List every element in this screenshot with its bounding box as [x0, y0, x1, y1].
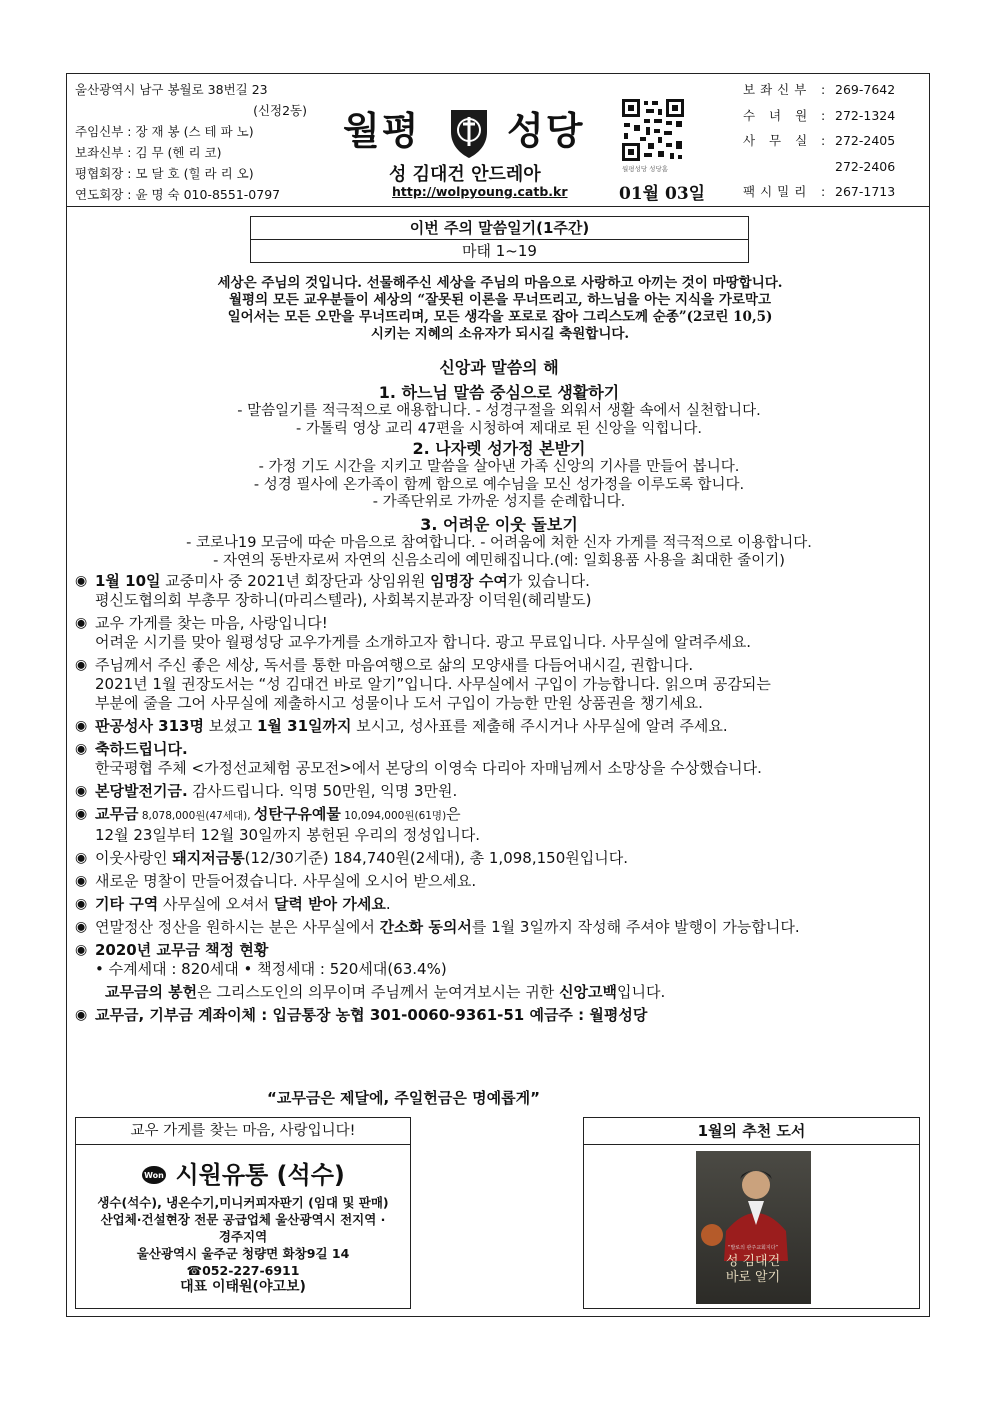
federation-line: 연도회장 : 윤 명 숙 010-8551-0797 — [75, 187, 281, 202]
assistant-line: 보좌신부 : 김 무 (헨 리 코) — [75, 145, 222, 160]
shop-details: 생수(석수), 냉온수기,미니커피자판기 (임대 및 판매) 산업체·건설현장 전문 공급업체 울산광역시 전지역 · 경주지역 울산광역시 울주군 청량면 화창9길 14 ☎052-227-6911 대표 이태원(야고보) — [76, 1194, 410, 1296]
shop-logo-icon — [141, 1165, 167, 1185]
notice-item: ◉ 1월 10일 교중미사 중 2021년 회장단과 상임위원 임명장 수여가 있습니다. 평신도협의회 부총무 장하니(마리스텔라), 사회복지분과장 이덕원(헤리발도) — [75, 572, 592, 609]
bullet-icon: ◉ — [75, 573, 88, 589]
qr-code-icon[interactable] — [620, 97, 686, 163]
shop-name — [76, 1155, 410, 1190]
title-right: 성당 — [507, 108, 585, 153]
notice-item: ◉ 이웃사랑인 돼지저금통(12/30기준) 184,740원(2세대), 총 1,098,150원입니다. — [75, 849, 628, 867]
bullet-icon: ◉ — [75, 657, 88, 673]
issue-date: 01월 03일 — [619, 184, 706, 204]
goal-line: - 가족단위로 가까운 성지를 순례합니다. — [372, 494, 626, 510]
shop-representative: 대표 이태원(야고보) — [180, 1279, 306, 1295]
goal-line: - 코로나19 모금에 따순 마음으로 참여합니다. - 어려움에 처한 신자 가게를 적극적으로 이용합니다. — [186, 535, 812, 551]
contact-row: 팩시밀리 : 267-1713 — [743, 184, 896, 199]
year-theme: 신앙과 말씀의 해 — [439, 358, 559, 377]
bullet-icon: ◉ — [75, 806, 88, 822]
intro-line: 세상은 주님의 것입니다. 선물해주신 세상을 주님의 마음으로 사랑하고 아끼는 것이 마땅합니다. — [217, 275, 783, 291]
contact-row: 272-2406 — [835, 158, 896, 174]
website-link[interactable]: http://wolpyoung.catb.kr — [392, 184, 568, 199]
svg-text:성 김대건: 성 김대건 — [725, 1254, 781, 1269]
bullet-icon: ◉ — [75, 783, 88, 799]
bullet-icon: ◉ — [75, 873, 88, 889]
notice-item: ◉ 판공성사 313명 보셨고 1월 31일까지 보시고, 성사표를 제출해 주시거나 사무실에 알려 주세요. — [75, 717, 728, 735]
shop-ad-box — [75, 1117, 411, 1309]
book-recommend-box — [583, 1117, 920, 1309]
notice-item: ◉ 연말정산 정산을 원하시는 분은 사무실에서 간소화 동의서를 1월 3일까지 작성해 주셔야 발행이 가능합니다. — [75, 918, 800, 936]
bullet-icon: ◉ — [75, 896, 88, 912]
svg-text:“발로의 관주교회지다”: “발로의 관주교회지다” — [727, 1245, 779, 1251]
goal-heading: 2. 나자렛 성가정 본받기 — [412, 439, 586, 458]
weekly-scripture-title: 이번 주의 말씀일기(1주간) — [251, 217, 748, 240]
notice-item: ◉ 교우 가게를 찾는 마음, 사랑입니다! 어려운 시기를 맞아 월평성당 교우가게를 소개하고자 합니다. 광고 무료입니다. 사무실에 알려주세요. — [75, 614, 752, 651]
address-line: 울산광역시 남구 봉월로 38번길 23 — [75, 82, 268, 97]
book-recommend-header: 1월의 추천 도서 — [584, 1118, 919, 1145]
notice-item: ◉ 본당발전기금. 감사드립니다. 익명 50만원, 익명 3만원. — [75, 782, 458, 800]
title-left: 월평 — [343, 108, 421, 153]
council-line: 평협회장 : 모 달 호 (힐 라 리 오) — [75, 166, 254, 181]
goal-3 — [67, 512, 931, 570]
bullet-icon: ◉ — [75, 615, 88, 631]
pastor-line: 주임신부 : 장 재 봉 (스 테 파 노) — [75, 124, 254, 139]
goal-line: - 말씀일기를 적극적으로 애용합니다. - 성경구절을 외워서 생활 속에서 실천합니다. — [237, 403, 761, 419]
bullet-icon: ◉ — [75, 741, 88, 757]
intro-line: 시키는 지혜의 소유자가 되시길 축원합니다. — [370, 326, 630, 342]
address-line-2: (신정2동) — [253, 103, 307, 118]
intro-message — [107, 275, 893, 343]
bullet-icon: ◉ — [75, 718, 88, 734]
goal-line: - 성경 필사에 온가족이 함께 함으로 예수님을 모신 성가정을 이루도록 합니다. — [253, 476, 745, 493]
goal-1 — [67, 380, 931, 438]
weekly-scripture-box — [250, 216, 749, 263]
goal-heading: 1. 하느님 말씀 중심으로 생활하기 — [378, 383, 620, 402]
notice-item: ◉ 축하드립니다. 한국평협 주체 <가정선교체험 공모전>에서 본당의 이영숙 다리아 자매님께서 소망상을 수상했습니다. — [75, 740, 762, 777]
church-title — [343, 94, 659, 164]
bullet-icon: ◉ — [75, 942, 88, 958]
contact-row: 보좌신부 : 269-7642 — [743, 82, 896, 97]
goal-line: - 자연의 동반자로써 자연의 신음소리에 예민해집니다.(예: 일회용품 사용을 최대한 줄이기) — [213, 552, 785, 569]
goal-2 — [67, 436, 931, 512]
parish-info — [75, 79, 307, 205]
qr-caption: 월평성당 성당홈 — [622, 165, 669, 173]
contact-row: 수 녀 원 : 272-1324 — [743, 107, 896, 123]
contact-list — [743, 77, 895, 205]
church-emblem-icon — [439, 102, 499, 162]
intro-line: 일어서는 모든 오만을 무너뜨리며, 모든 생각을 포로로 잡아 그리스도께 순종”(2코린 10,5) — [227, 309, 773, 325]
bullet-icon: ◉ — [75, 919, 88, 935]
weekly-scripture-passage: 마태 1~19 — [462, 242, 537, 260]
intro-line: 월평의 모든 교우분들이 세상의 “잘못된 이론을 무너뜨리고, 하느님을 아는 지식을 가로막고 — [229, 292, 771, 308]
notice-item: ◉ 2020년 교무금 책정 현황 • 수계세대 : 820세대 • 책정세대 : 520세대(63.4%) 교무금의 봉헌은 그리스도인의 의무이며 주님께서 눈여겨보시는 귀한 신앙고백입니다. — [75, 941, 666, 1001]
shop-name-text: 시원유통 (석수) — [175, 1161, 345, 1189]
notice-item: ◉ 기타 구역 사무실에 오셔서 달력 받아 가세요. — [75, 895, 391, 913]
notice-item: ◉ 새로운 명찰이 만들어졌습니다. 사무실에 오시어 받으세요. — [75, 872, 477, 890]
book-cover-image — [696, 1151, 811, 1304]
goal-line: - 가톨릭 영상 교리 47편을 시청하여 제대로 된 신앙을 익힙니다. — [296, 420, 702, 437]
svg-text:바로 알기: 바로 알기 — [725, 1270, 781, 1285]
goal-heading: 3. 어려운 이웃 돌보기 — [420, 515, 578, 534]
bulletin-frame — [66, 73, 930, 1317]
notice-item: ◉ 교무금, 기부금 계좌이체 : 입금통장 농협 301-0060-9361-51 예금주 : 월평성당 — [75, 1006, 648, 1024]
contact-row: 사 무 실 : 272-2405 — [743, 133, 896, 148]
svg-text:Won: Won — [144, 1171, 164, 1180]
patron-saint: 성 김대건 안드레아 — [389, 164, 541, 185]
bullet-icon: ◉ — [75, 1007, 88, 1023]
bulletin-header — [67, 74, 929, 207]
notice-list — [75, 572, 925, 1029]
bullet-icon: ◉ — [75, 850, 88, 866]
goal-line: - 가정 기도 시간을 지키고 말씀을 살아낸 가족 신앙의 기사를 만들어 봅니다. — [258, 459, 740, 475]
slogan: “교무금은 제달에, 주일헌금은 명예롭게” — [267, 1089, 540, 1107]
notice-item: ◉ 교무금 8,078,000원(47세대), 성탄구유예물 10,094,000원(61명)은 12월 23일부터 12월 30일까지 봉헌된 우리의 정성입니다. — [75, 805, 481, 844]
shop-ad-header: 교우 가게를 찾는 마음, 사랑입니다! — [76, 1118, 410, 1145]
notice-item: ◉ 주님께서 주신 좋은 세상, 독서를 통한 마음여행으로 삶의 모양새를 다듬어내시길, 권합니다. 2021년 1월 권장도서는 “성 김대건 바로 알기”입니다. 사무실에서 구입이 가능합니다. 읽으며 공감되는 부분에 줄을 그어 사무실에 제출하시고 성물이나 도서 구입이 가능한 만원 상품권을 챙기세요. — [75, 656, 771, 712]
